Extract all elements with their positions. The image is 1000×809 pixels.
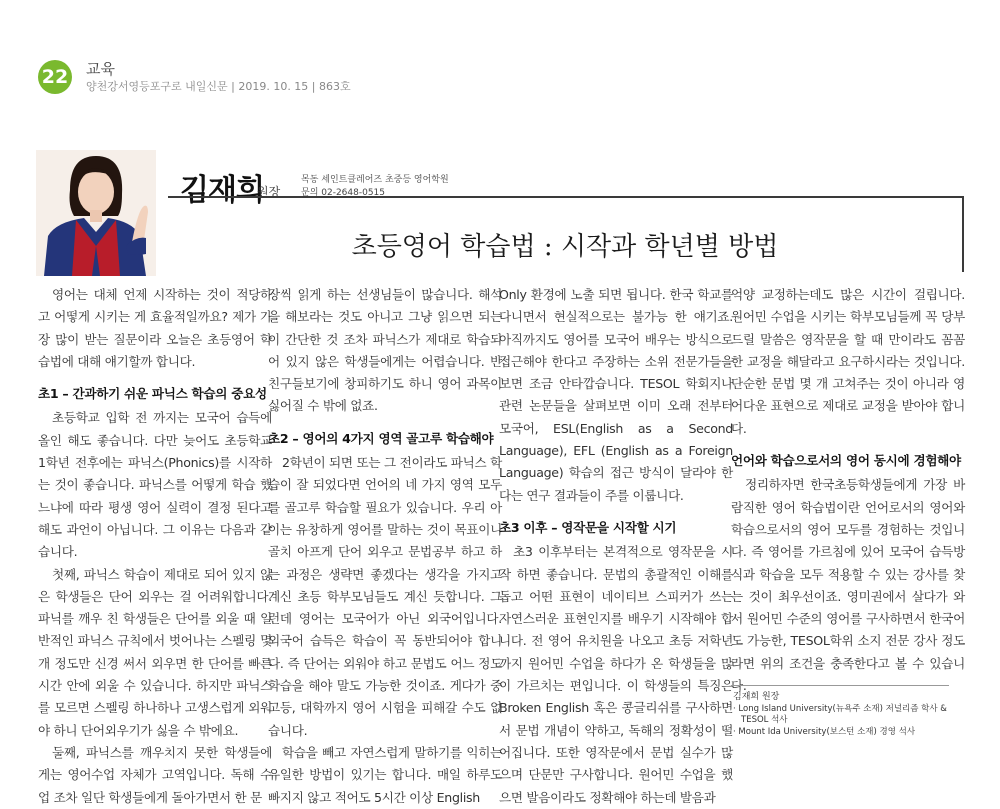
subheading: 언어와 학습으로서의 영어 동시에 경험해야: [731, 453, 961, 469]
paragraph: 초등학교 입학 전 까지는 모국어 습득에 올인 해도 좋습니다. 다만 늦어도 초등학교 1학년 전후에는 파닉스(Phonics)를 시작하는 것이 좋습니다. 파닉스를 어떻게 학습 했느냐에 따라 평생 영어 실력이 결정 된다고 해도 과언이 아닙니다. 그 이유는 다음과 같습니다.: [38, 410, 272, 560]
author-portrait-illustration: [36, 150, 156, 276]
article-column-2: [268, 284, 502, 809]
academy-phone: 문의 02-2648-0515: [301, 188, 386, 198]
author-name: 김재희: [180, 173, 264, 208]
paragraph: 장씩 읽게 하는 선생님들이 많습니다. 해석을 해보라는 것도 아니고 그냥 읽으면 되는 이 간단한 것 조차 파닉스가 제대로 학습되어 있지 않은 학생들에게는 어렵습니다. 반 친구들보기에 창피하기도 하니 영어 과목이 싫어질 수 밖에 없죠.: [268, 287, 502, 414]
bio-item: · Long Island University(뉴욕주 소재) 저널리즘 학사 &: [733, 704, 947, 714]
page-number-badge: 22: [38, 60, 72, 94]
author-portrait: [36, 150, 156, 276]
paragraph: 첫째, 파닉스 학습이 제대로 되어 있지 않은 학생들은 단어 외우는 걸 어려워합니다. 파닉를 깨우 친 학생들은 단어를 외울 때 일반적인 파닉스 규칙에서 벗어나는 스펠링 몇 개 정도만 신경 써서 외우면 한 단어를 빠른 시간 안에 외울 수 있습니다. 하지만 파닉스를 모르면 스펠링 하나하나 고생스럽게 외워야 하니 단어외우기가 싫을 수 밖에요.: [38, 566, 272, 738]
paragraph: 억양 교정하는데도 많은 시간이 걸립니다. 원어민 수업을 시키는 학부모님들께 꼭 당부드릴 말씀은 영작문을 할 때 만이라도 꼼꼼한 교정을 해달라고 요구하시라는 것입니다. 단순한 문법 몇 개 고쳐주는 것이 아니라 영어다운 표현으로 제대로 교정을 받아야 합니다.: [731, 287, 965, 436]
paragraph: Only 환경에 노출 되면 됩니다. 한국 학교를 다니면서 현실적으로는 불가능 한 얘기죠. 아직까지도 영어를 모국어 배우는 방식으로 접근해야 한다고 주장하는 소위 전문가들을 보면 조금 안타깝습니다. TESOL 학회지나 관련 논문들을 살펴보면 이미 오래 전부터 모국어, ESL(English as a Second Language), EFL (English as a Foreign Language) 학습의 접근 방식이 달라야 한다는 연구 결과들이 주를 이룹니다.: [499, 287, 733, 503]
paragraph: 초3 이후부터는 본격적으로 영작문을 시작 하면 좋습니다. 문법의 총괄적인 이해를 돕고 어떤 표현이 네이티브 스피커가 쓰는 자연스러운 표현인지를 배우기 시작해야 합니다. 전 영어 유치원을 나오고 초등 저학년까지 원어민 수업을 하다가 온 학생들을 많이 가르치는 편입니다. 이 학생들의 특징은 Broken English 혹은 콩글리쉬를 구사하면서 문법 개념이 약하고, 독해의 정확성이 떨어집니다. 또한 영작문에서 문법 실수가 많으며 단문만 구사합니다. 원어민 수업을 했으면 발음이라도 정확해야 하는데 발음과: [499, 544, 733, 805]
article-headline: 초등영어 학습법 : 시작과 학년별 방법: [351, 232, 779, 262]
masthead: 양천강서영등포구로 내일신문 | 2019. 10. 15 | 863호: [86, 80, 351, 93]
paragraph: 2학년이 되면 또는 그 전이라도 파닉스 학습이 잘 되었다면 언어의 네 가지 영역 모두를 골고루 학습할 필요가 있습니다. 우리 아이는 유창하게 영어를 말하는 것이 목표이니 골치 아프게 단어 외우고 문법공부 하고 하는 과정은 생략면 좋겠다는 생각을 가지고 계신 초등 학부모님들도 계신 듯합니다. 그런데 영어는 모국어가 아닌 외국어입니다. 외국어 습득은 학습이 꼭 동반되어야 합니다. 즉 단어는 외워야 하고 문법도 어느 정도 학습을 해야 말도 가능한 것이죠. 게다가 중고등, 대학까지 영어 시험을 피해갈 수도 없습니다.: [268, 455, 502, 738]
bio-item: TESOL 석사: [741, 715, 788, 725]
academy-name: 목동 세인트클레어즈 초중등 영어학원: [301, 175, 449, 185]
paragraph: 정리하자면 한국초등학생들에게 가장 바람직한 영어 학습법이란 언어로서의 영어와 학습으로서의 영어 모두를 경험하는 것입니다. 즉 영어를 가르침에 있어 모국어 습득방식과 학습을 모두 적용할 수 있는 강사를 찾는 것이 최우선이죠. 영미권에서 살다가 와서 원어민 수준의 영어를 구사하면서 한국어도 가능한, TESOL학위 소지 전문 강사 정도라면 위의 조건을 충족한다고 볼 수 있습니다.: [731, 477, 965, 694]
article-column-3: [499, 284, 733, 809]
bio-name: 김재희 원장: [733, 692, 780, 702]
article-column-4: [731, 284, 965, 697]
bio-item: · Mount Ida University(보스턴 소재) 경영 석사: [733, 727, 916, 737]
article-column-1: [38, 284, 272, 809]
paragraph: 영어는 대체 언제 시작하는 것이 적당하고 어떻게 시키는 게 효율적일까요? 제가 가장 많이 받는 질문이라 오늘은 초등영어 학습법에 대해 얘기할까 합니다.: [38, 287, 272, 369]
paragraph: 학습을 빼고 자연스럽게 말하기를 익히는 유일한 방법이 있기는 합니다. 매일 하루도 빠지지 않고 적어도 5시간 이상 English: [268, 744, 502, 805]
paragraph: 둘째, 파닉스를 깨우치지 못한 학생들에게는 영어수업 자체가 고역입니다. 독해 수업 조차 일단 학생들에게 돌아가면서 한 문: [38, 744, 272, 805]
subheading: 초1 – 간과하기 쉬운 파닉스 학습의 중요성: [38, 386, 267, 402]
section-name: 교육: [86, 60, 115, 78]
subheading: 초3 이후 – 영작문을 시작할 시기: [499, 519, 677, 535]
author-role: 원장: [257, 185, 281, 199]
bio-divider: [731, 685, 949, 686]
subheading: 초2 – 영어의 4가지 영역 골고루 학습해야: [268, 430, 494, 446]
